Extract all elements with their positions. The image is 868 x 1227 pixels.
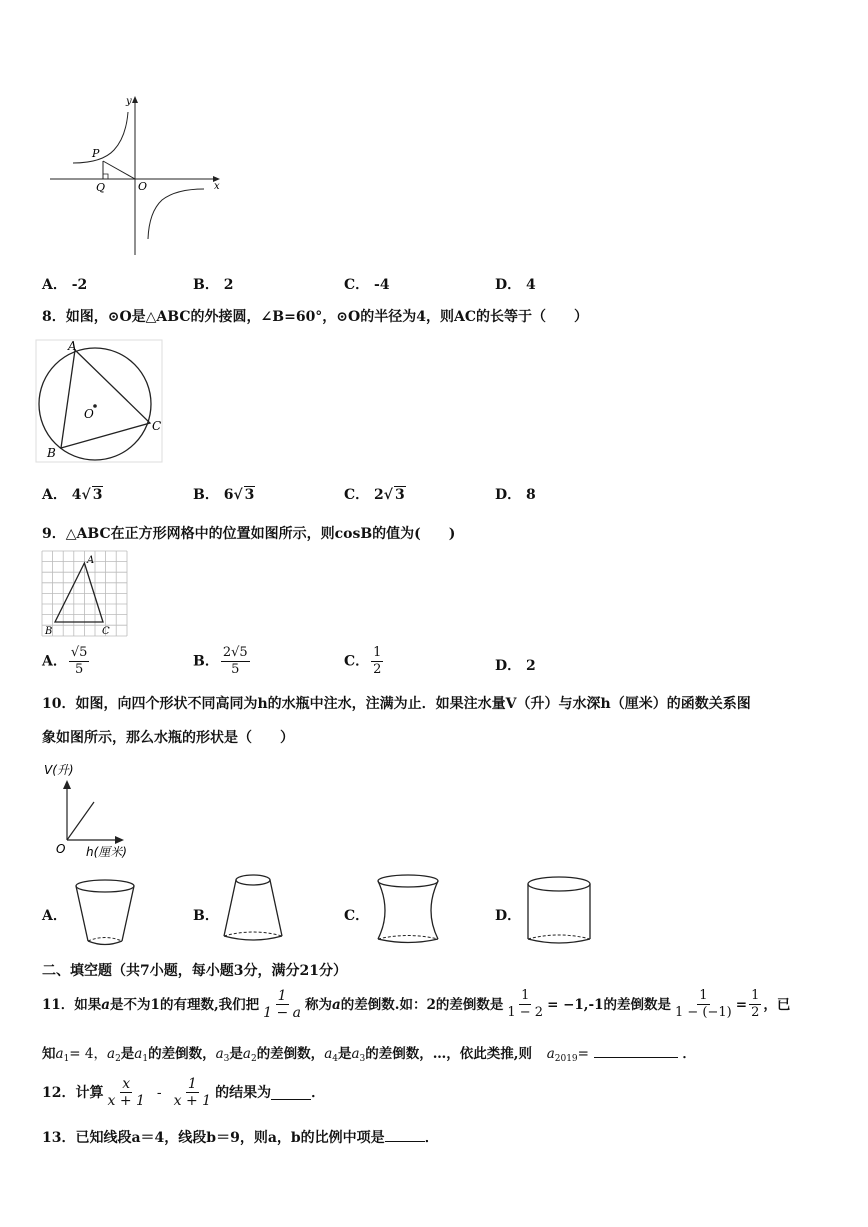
q13-answer-blank[interactable] <box>385 1127 425 1142</box>
q8-option-a[interactable]: A． 4√ 3 <box>42 487 103 503</box>
label-b: B <box>45 626 53 637</box>
bottle-a-icon[interactable] <box>74 878 138 950</box>
q12-line: 12．计算 $\frac{x}{x + 1}$ - $\frac{1}{x + 1}$ 的结果为 ． <box>42 1076 326 1109</box>
label-p: P <box>92 147 100 160</box>
q7-option-c[interactable]: C． -4 <box>344 277 390 293</box>
q10-v-h-graph <box>42 760 172 865</box>
label-o: O <box>138 180 148 193</box>
q11-line2: 知$a_1= 4$，$a_2$是$a_1$的差倒数，$a_3$是$a_2$的差倒数，$a_4$是$a_3$的差倒数，…，依此类推,则 $a_{2019}=$ ． <box>42 1043 696 1068</box>
q10-stem-line2: 象如图所示，那么水瓶的形状是（ ） <box>42 730 294 746</box>
q8-stem: 8．如图，⊙O是△ABC的外接圆，∠B=60°，⊙O的半径为4，则AC的长等于（ ） <box>42 309 588 325</box>
q13-line: 13．已知线段a＝4，线段b＝9，则a，b的比例中项是 ． <box>42 1127 439 1147</box>
label-o: O <box>84 407 94 421</box>
curve-lower-right <box>148 189 204 239</box>
h-axis-arrow <box>115 836 124 844</box>
q8-circle-figure <box>36 340 166 465</box>
y-axis-arrow <box>132 96 138 103</box>
section2-title: 二、填空题（共7小题，每小题3分，满分21分） <box>42 963 347 979</box>
label-q: Q <box>96 181 106 194</box>
q7-hyperbola-figure <box>44 92 234 262</box>
bottle-c-icon[interactable] <box>374 873 444 949</box>
label-h: h(厘米) <box>86 845 127 859</box>
right-angle-mark <box>103 174 108 179</box>
label-b: B <box>47 446 56 460</box>
label-y: y <box>126 96 132 107</box>
bottle-d-icon[interactable] <box>526 874 594 950</box>
q8-option-c[interactable]: C． 2√ 3 <box>344 487 405 503</box>
q7-option-a[interactable]: A． -2 <box>42 277 88 293</box>
q9-grid-figure <box>42 551 130 639</box>
label-c: C <box>102 626 110 637</box>
label-a: A <box>87 555 95 566</box>
v-h-line <box>67 802 94 840</box>
triangle-abc <box>61 350 150 448</box>
q7-option-d[interactable]: D． 4 <box>495 277 536 293</box>
q11-answer-blank[interactable] <box>594 1043 678 1058</box>
q7-option-b[interactable]: B． 2 <box>193 277 234 293</box>
q10-option-b[interactable]: B． <box>193 908 219 924</box>
label-a: A <box>68 339 77 353</box>
q9-option-c[interactable]: C． $\frac{1}{2}$ <box>344 645 382 677</box>
label-x: x <box>214 181 220 192</box>
q9-stem: 9．△ABC在正方形网格中的位置如图所示，则cosB的值为( ) <box>42 526 456 542</box>
q9-option-d[interactable]: D． 2 <box>495 658 536 674</box>
q10-option-a[interactable]: A． <box>42 908 67 924</box>
label-c: C <box>152 419 162 433</box>
circumcircle <box>39 348 151 460</box>
label-o: O <box>56 842 66 856</box>
q9-option-b[interactable]: B． $\frac{2√5}{5}$ <box>193 645 248 677</box>
q10-stem-line1: 10．如图，向四个形状不同高同为h的水瓶中注水，注满为止．如果注水量V（升）与水深h（厘米）的函数关系图 <box>42 696 751 712</box>
q10-option-d[interactable]: D． <box>495 908 522 924</box>
bottle-b-icon[interactable] <box>220 872 288 946</box>
q11-line1: 11．如果 a 是不为1的有理数,我们把 $\frac{1}{1 - a}$ 称为 a 的差倒数.如：2的差倒数是 $\frac{1}{1 - 2}$ = −1,-1的差倒数是 $\frac{1}{1 - (-1)}$ = $\frac{1}{2}$ ，已 <box>42 988 791 1021</box>
q8-option-d[interactable]: D． 8 <box>495 487 536 503</box>
v-axis-arrow <box>63 780 71 789</box>
q12-answer-blank[interactable] <box>271 1085 311 1100</box>
label-v: V(升) <box>44 763 74 777</box>
q8-option-b[interactable]: B． 6√ 3 <box>193 487 255 503</box>
q10-option-c[interactable]: C． <box>344 908 370 924</box>
curve-upper-left <box>73 112 128 163</box>
q9-option-a[interactable]: A． $\frac{√5}{5}$ <box>42 645 88 677</box>
